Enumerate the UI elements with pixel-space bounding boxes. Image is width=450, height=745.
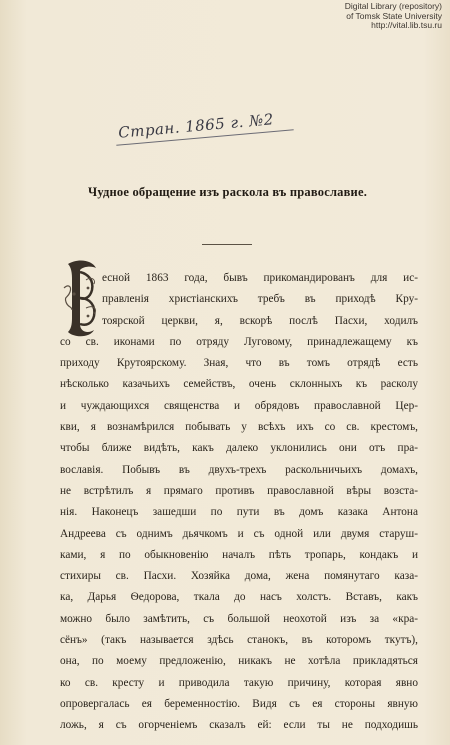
watermark-line-2: of Tomsk State University (346, 10, 442, 21)
text-line: ко св. кресту и приводила такую причину, которая явно (60, 676, 418, 689)
article-body (60, 268, 418, 737)
text-line: нія. Наконецъ зашедши по пути въ домъ казака Антона (60, 506, 418, 519)
text-line: Андреева съ однимъ дьячкомъ и съ одной или двумя старуш- (60, 527, 418, 540)
text-line: нѣсколько казачьихъ семействъ, очень склонныхъ къ расколу (60, 378, 418, 391)
text-line: ка, Дарья Ѳедорова, ткала до насъ холстъ. Вставъ, какъ (60, 591, 418, 604)
watermark-line-3: http://vital.lib.tsu.ru (371, 20, 442, 30)
text-line: опровергалась ея беременностію. Видя съ ея стороны явную (60, 697, 418, 710)
watermark-line-1: Digital Library (repository) (344, 1, 442, 11)
text-line: ложь, я съ огорченіемъ сказалъ ей: если ты не подходишь (60, 719, 418, 732)
text-line: кви, я вознамѣрился побывать у всѣхъ ихъ со св. крестомъ, (60, 421, 418, 434)
text-line: со св. иконами по отряду Луговому, принадлежащему къ (60, 335, 418, 348)
text-line: сёнъ» (такъ называется здѣсь станокъ, въ которомъ ткутъ), (60, 634, 418, 647)
text-line: приходу Крутоярскому. Зная, что въ томъ отрядѣ есть (60, 357, 418, 370)
text-line: она, по моему предложенію, никакъ не хотѣла прикладяться (60, 655, 418, 668)
text-line: можно было замѣтить, съ большой неохотой изъ за «кра- (60, 612, 418, 625)
text-line: не встрѣтилъ я прямаго противъ православной вѣры возста- (60, 484, 418, 497)
handwritten-annotation: Стран. 1865 г. №2 (117, 110, 275, 142)
text-line: стихиры св. Пасхи. Хозяйка дома, жена помянутаго каза- (60, 570, 418, 583)
text-line: ками, я по обыкновенію началъ пѣть тропарь, кондакъ и (60, 548, 418, 561)
library-watermark (345, 2, 442, 31)
text-line: вославія. Побывъ въ двухъ-трехъ раскольничьихъ домахъ, (60, 463, 418, 476)
text-line: правленія христіанскихъ требъ въ приходѣ Кру- (102, 293, 418, 306)
title-divider (202, 244, 252, 245)
text-line: есной 1863 года, бывъ прикомандированъ для ис- (102, 272, 418, 284)
article-title: Чудное обращение изъ раскола въ православие. (87, 185, 368, 199)
text-line: и чуждающихся священства и обрядовъ православной Цер- (60, 399, 418, 412)
text-line: чтобы ближе видѣть, какъ далеко уклонились они отъ пра- (60, 442, 418, 455)
text-line: тоярской церкви, я, вскорѣ послѣ Пасхи, ходилъ (102, 314, 418, 327)
